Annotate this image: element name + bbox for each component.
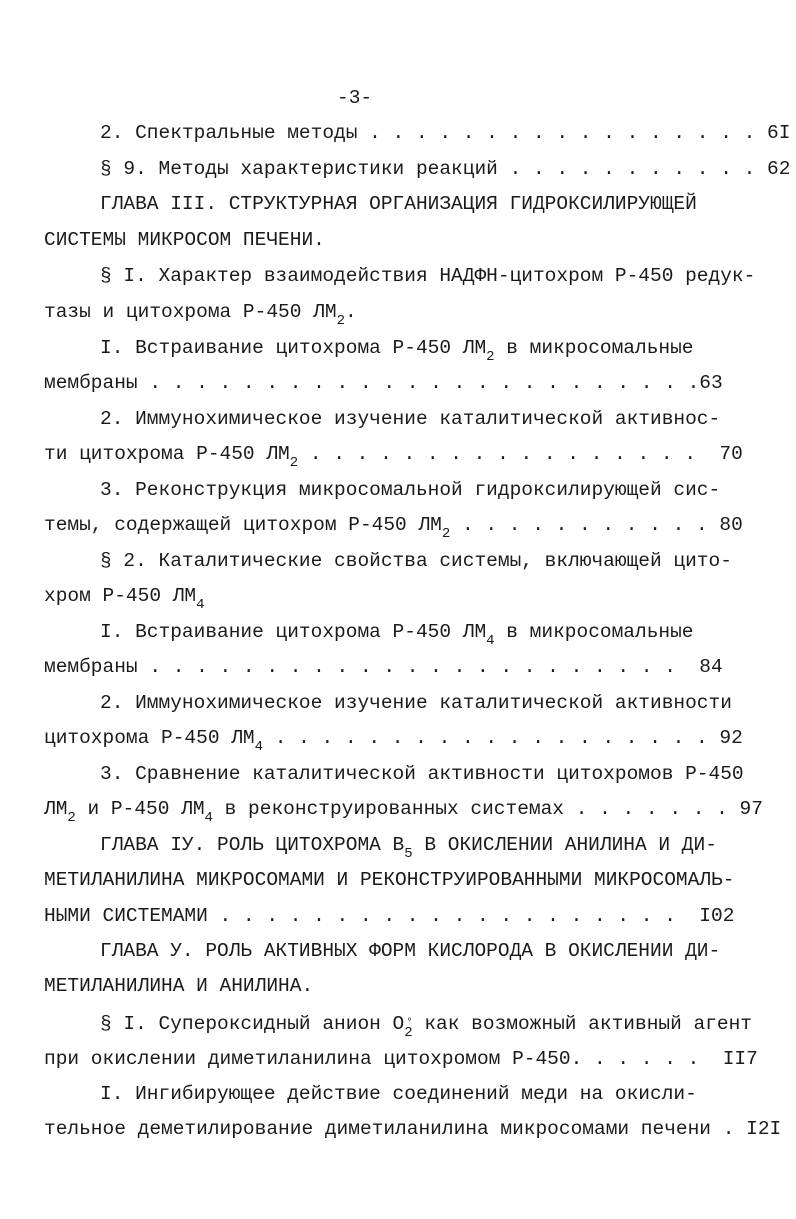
toc-entry: I. Встраивание цитохрома Р-450 $ЛМ_2$ в микросомальные (100, 337, 694, 365)
toc-entry: I. Встраивание цитохрома Р-450 $ЛМ_4$ в микросомальные (100, 621, 694, 649)
chapter-heading: ГЛАВА III. СТРУКТУРНАЯ ОРГАНИЗАЦИЯ ГИДРОКСИЛИРУЮЩЕЙ (100, 193, 697, 215)
chapter-heading: МЕТИЛАНИЛИНА МИКРОСОМАМИ И РЕКОНСТРУИРОВАННЫМИ МИКРОСОМАЛЬ- (44, 869, 735, 891)
toc-entry: 2. Иммунохимическое изучение каталитической активности (100, 692, 732, 714)
toc-entry: при окислении диметиланилина цитохромом Р-450. . . . . . II7 (44, 1048, 758, 1070)
toc-entry: 3. Реконструкция микросомальной гидроксилирующей сис- (100, 479, 721, 501)
toc-entry: § I. Характер взаимодействия НАДФН-цитохром Р-450 редук- (100, 265, 756, 287)
toc-entry: цитохрома Р-450 $ЛМ_4$ . . . . . . . . . . . . . . . . . . . 92 (44, 727, 743, 755)
toc-entry: ти цитохрома Р-450 $ЛМ_2$ . . . . . . . . . . . . . . . . . 70 (44, 443, 743, 471)
page-number: -3- (337, 87, 373, 109)
toc-entry: мембраны . . . . . . . . . . . . . . . . . . . . . . . 84 (44, 656, 723, 678)
toc-entry: тазы и цитохрома Р-450 $ЛМ_2$. (44, 301, 357, 329)
toc-entry: мембраны . . . . . . . . . . . . . . . . . . . . . . . .63 (44, 372, 723, 394)
toc-entry: хром Р-450 $ЛМ_4$ (44, 585, 205, 613)
chapter-heading: МЕТИЛАНИЛИНА И АНИЛИНА. (44, 975, 314, 997)
chapter-heading: СИСТЕМЫ МИКРОСОМ ПЕЧЕНИ. (44, 229, 325, 251)
toc-entry: § I. Супероксидный анион O° $_2$ как возможный активный агент (100, 1012, 752, 1038)
toc-entry: § 9. Методы характеристики реакций . . . . . . . . . . . 62 (100, 158, 791, 180)
toc-entry: 2. Иммунохимическое изучение каталитической активнос- (100, 408, 721, 430)
toc-entry: 2. Спектральные методы . . . . . . . . . . . . . . . . . 6I (100, 122, 791, 144)
toc-entry: тельное деметилирование диметиланилина микросомами печени . I2I (44, 1118, 782, 1140)
toc-entry: I. Ингибирующее действие соединений меди на окисли- (100, 1083, 697, 1105)
toc-entry: 3. Сравнение каталитической активности цитохромов Р-450 (100, 763, 744, 785)
toc-entry: § 2. Каталитические свойства системы, включающей цито- (100, 550, 732, 572)
toc-entry: $ЛМ_2$ и Р-450 $ЛМ_4$ в реконструированных системах . . . . . . . 97 (44, 798, 763, 826)
chapter-heading: ГЛАВА IУ. РОЛЬ ЦИТОХРОМА $В_5$ В ОКИСЛЕНИИ АНИЛИНА И ДИ- (100, 834, 717, 862)
chapter-heading: ГЛАВА У. РОЛЬ АКТИВНЫХ ФОРМ КИСЛОРОДА В ОКИСЛЕНИИ ДИ- (100, 940, 721, 962)
toc-entry: темы, содержащей цитохром Р-450 $ЛМ_2$ . . . . . . . . . . . 80 (44, 514, 743, 542)
chapter-heading: НЫМИ СИСТЕМАМИ . . . . . . . . . . . . . . . . . . . . I02 (44, 905, 735, 927)
